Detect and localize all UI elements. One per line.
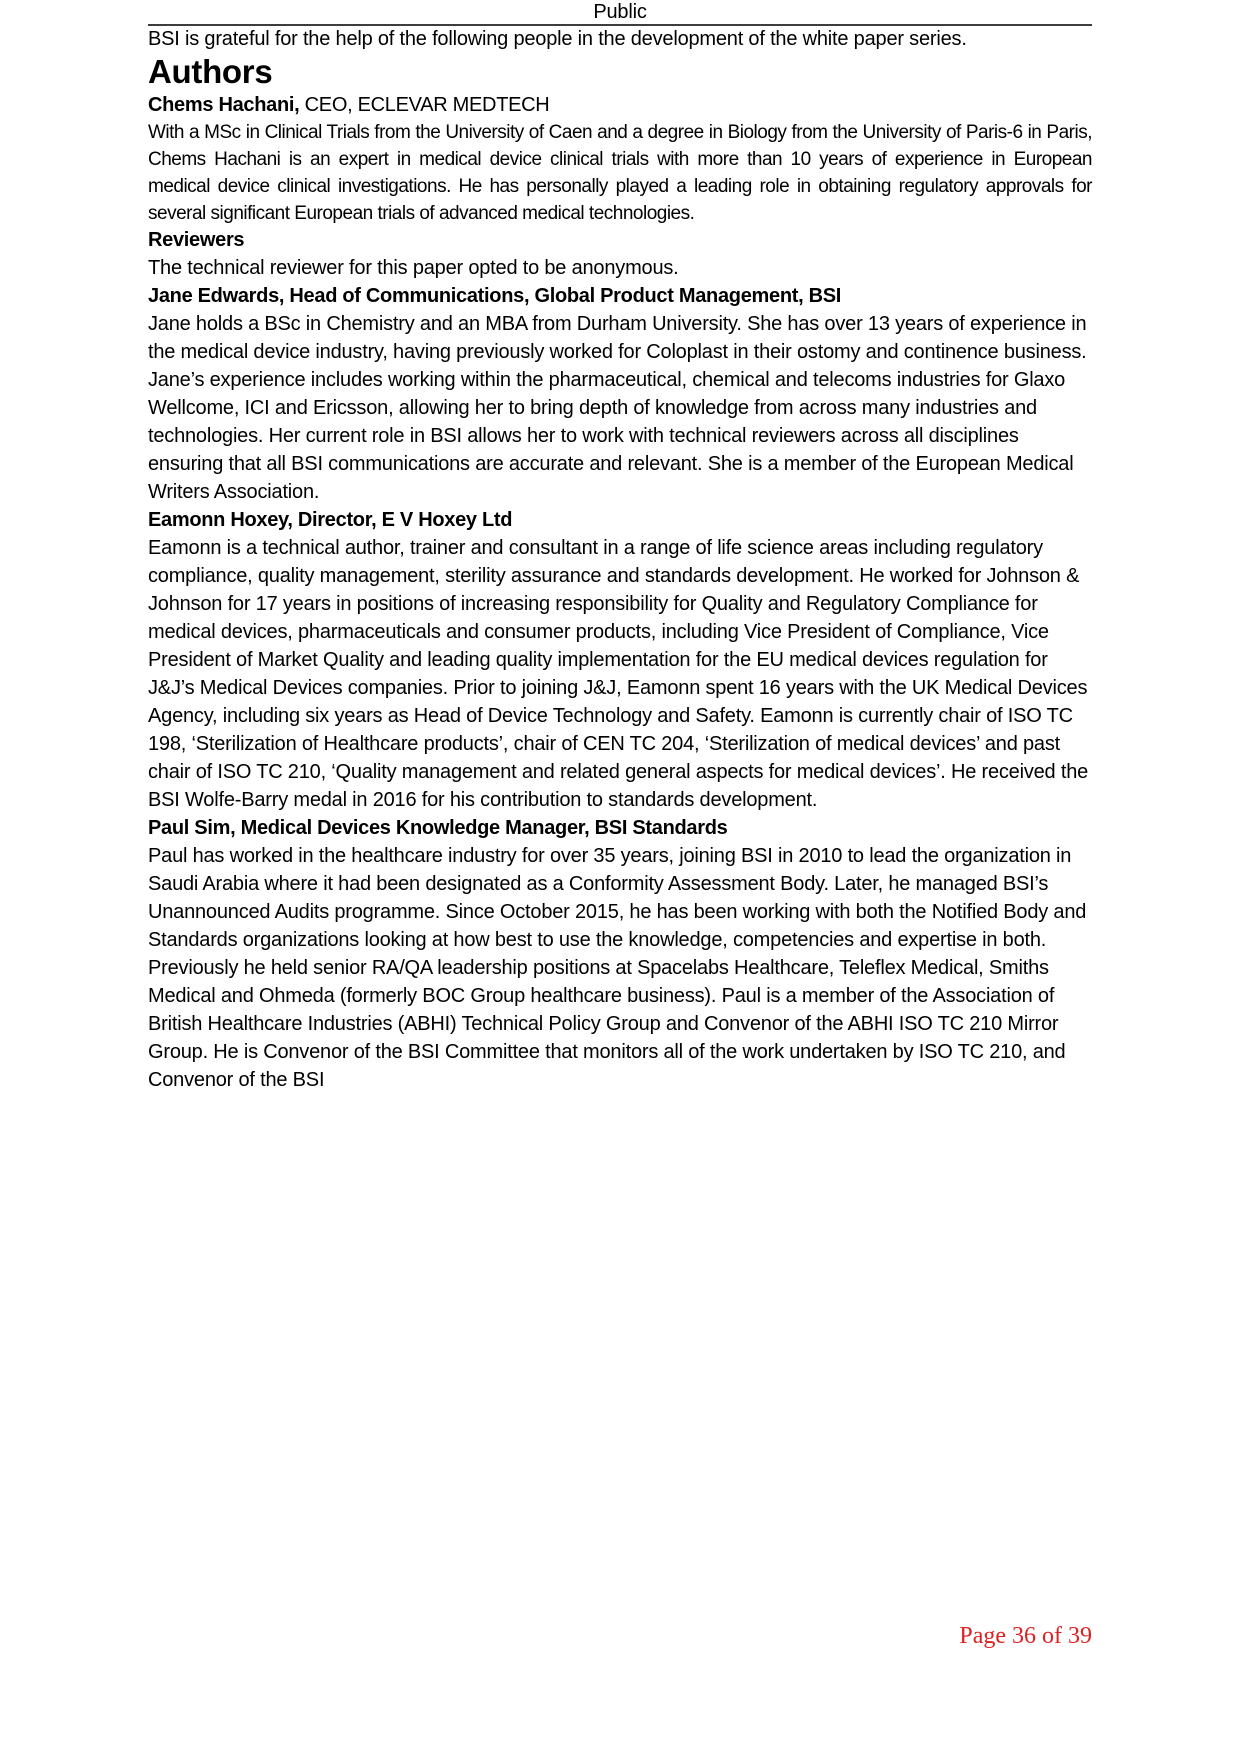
anonymous-reviewer-note: The technical reviewer for this paper opted to be anonymous. (148, 257, 679, 279)
acknowledgement-text: BSI is grateful for the help of the following people in the development of the white paper series. (148, 28, 967, 50)
reviewer-bio: Eamonn is a technical author, trainer and consultant in a range of life science areas including regulatory compliance, quality management, sterility assurance and standards development. He worked for Johnson & Johnson for 17 years in positions of increasing responsibility for Quality and Regulatory Compliance for medical devices, pharmaceuticals and consumer products, including Vice President of Compliance, Vice President of Market Quality and leading quality implementation for the EU medical devices regulation for J&J’s Medical Devices companies. Prior to joining J&J, Eamonn spent 16 years with the UK Medical Devices Agency, including six years as Head of Device Technology and Safety. Eamonn is currently chair of ISO TC 198, ‘Sterilization of Healthcare products’, chair of CEN TC 204, ‘Sterilization of medical devices’ and past chair of ISO TC 210, ‘Quality management and related general aspects for medical devices’. He received the BSI Wolfe-Barry medal in 2016 for his contribution to standards development. (148, 537, 1089, 811)
authors-title: Authors (148, 53, 273, 90)
reviewer-heading: Paul Sim, Medical Devices Knowledge Manager, BSI Standards (148, 817, 728, 839)
reviewer-section-jane-edwards (148, 282, 1092, 506)
reviewer-section-paul-sim (148, 814, 1092, 1094)
author-role: CEO, ECLEVAR MEDTECH (299, 94, 550, 116)
author-bio: With a MSc in Clinical Trials from the University of Caen and a degree in Biology from the University of Paris-6 in Paris, Chems Hachani is an expert in medical device clinical trials with more than 10 years of experience in European medical device clinical investigations. He has personally played a leading role in obtaining regulatory approvals for several significant European trials of advanced medical technologies. (148, 122, 1092, 224)
author-name: Chems Hachani, (148, 94, 300, 116)
content-column (148, 0, 1092, 1094)
reviewer-heading: Jane Edwards, Head of Communications, Global Product Management, BSI (148, 285, 842, 307)
classification-header: Public (593, 1, 647, 23)
reviewers-title: Reviewers (148, 229, 245, 251)
reviewer-bio: Paul has worked in the healthcare industry for over 35 years, joining BSI in 2010 to lead the organization in Saudi Arabia where it had been designated as a Conformity Assessment Body. Later, he managed BSI’s Unannounced Audits programme. Since October 2015, he has been working with both the Notified Body and Standards organizations looking at how best to use the knowledge, competencies and expertise in both. Previously he held senior RA/QA leadership positions at Spacelabs Healthcare, Teleflex Medical, Smiths Medical and Ohmeda (formerly BOC Group healthcare business). Paul is a member of the Association of British Healthcare Industries (ABHI) Technical Policy Group and Convenor of the ABHI ISO TC 210 Mirror Group. He is Convenor of the BSI Committee that monitors all of the work undertaken by ISO TC 210, and Convenor of the BSI (148, 845, 1087, 1091)
page-number: Page 36 of 39 (959, 1623, 1092, 1649)
author-heading (148, 92, 1092, 119)
author-section-chems-hachani (148, 92, 1092, 227)
reviewer-section-eamonn-hoxey (148, 506, 1092, 814)
reviewer-heading: Eamonn Hoxey, Director, E V Hoxey Ltd (148, 509, 513, 531)
reviewer-bio: Jane holds a BSc in Chemistry and an MBA from Durham University. She has over 13 years of experience in the medical device industry, having previously worked for Coloplast in their ostomy and continence business. Jane’s experience includes working within the pharmaceutical, chemical and telecoms industries for Glaxo Wellcome, ICI and Ericsson, allowing her to bring depth of knowledge from across many industries and technologies. Her current role in BSI allows her to work with technical reviewers across all disciplines ensuring that all BSI communications are accurate and relevant. She is a member of the European Medical Writers Association. (148, 313, 1087, 503)
